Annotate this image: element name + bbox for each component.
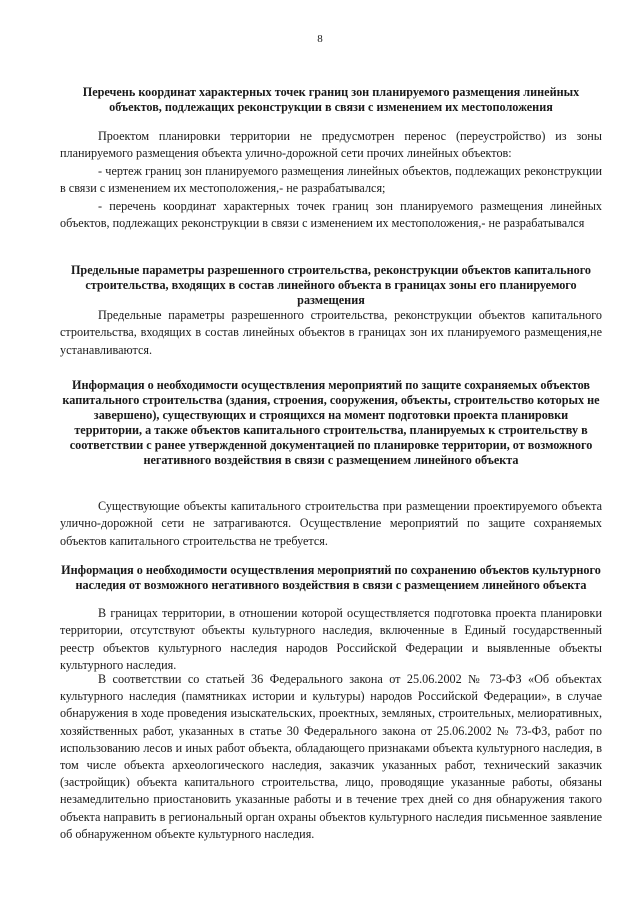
paragraph: Проектом планировки территории не предусмотрен перенос (переустройство) из зоны планируемого размещения объекта улично-дорожной сети прочих линейных объектов:	[60, 129, 602, 161]
paragraph: В соответствии со статьей 36 Федерального закона от 25.06.2002 № 73-ФЗ «Об объектах культурного наследия (памятниках истории и культуры) народов Российской Федерации», в случае обнаружения в ходе проведения изыскательских, проектных, земляных, строительных, мелиоративных, хозяйственных работ, указанных в статье 30 Федерального закона от 25.06.2002 № 73-ФЗ, работ по использованию лесов и иных работ объекта, обладающего признаками объекта культурного наследия, в том числе объекта археологического наследия, заказчик указанных работ, технический заказчик (застройщик) объекта капитального строительства, лицо, проводящие указанные работы, обязаны незамедлительно приостановить указанные работы и в течение трех дней со дня обнаружения такого объекта направить в региональный орган охраны объектов культурного наследия письменное заявление об обнаруженном объекте культурного наследия.	[60, 672, 602, 841]
section-body-protection	[60, 498, 602, 550]
section-heading-coordinates: Перечень координат характерных точек границ зон планируемого размещения линейных объектов, подлежащих реконструкции в связи с изменением их местоположения	[82, 85, 580, 114]
page-number: 8	[317, 33, 323, 45]
section-body-cultural-heritage-law	[60, 671, 602, 843]
paragraph: Предельные параметры разрешенного строительства, реконструкции объектов капитального строительства, входящих в состав линейных объектов в границах зон их планируемого размещения,не устанавливаются.	[60, 308, 602, 357]
section-heading-protection: Информация о необходимости осуществления мероприятий по защите сохраняемых объектов капитального строительства (здания, строения, сооружения, объекты, строительство которых не завершено), существующих и строящихся на момент подготовки проекта планировки территории, а также объектов капитального строительства, планируемых к строительству в соответствии с ранее утвержденной документацией по планировке территории, от возможного негативного воздействия в связи с размещением линейного объекта	[62, 378, 600, 467]
section-heading-parameters: Предельные параметры разрешенного строительства, реконструкции объектов капитального строительства, входящих в состав линейного объекта в границах зоны его планируемого размещения	[70, 263, 592, 307]
section-body-coordinates	[60, 128, 602, 232]
section-body-cultural-heritage	[60, 605, 602, 675]
paragraph: Существующие объекты капитального строительства при размещении проектируемого объекта улично-дорожной сети не затрагиваются. Осуществление мероприятий по защите сохраняемых объектов капитального строительства не требуется.	[60, 499, 602, 548]
paragraph: В границах территории, в отношении которой осуществляется подготовка проекта планировки территории, отсутствуют объекты культурного наследия, включенные в Единый государственный реестр объектов культурного наследия народов Российской Федерации и выявленные объекты культурного наследия.	[60, 606, 602, 673]
section-body-parameters	[60, 307, 602, 359]
bullet-item: - чертеж границ зон планируемого размещения линейных объектов, подлежащих реконструкции в связи с изменением их местоположения,- не разрабатывался;	[60, 163, 602, 196]
bullet-item: - перечень координат характерных точек границ зон планируемого размещения линейных объектов, подлежащих реконструкции в связи с изменением их местоположения,- не разрабатывался	[60, 198, 602, 231]
section-heading-cultural-heritage: Информация о необходимости осуществления мероприятий по сохранению объектов культурного наследия от возможного негативного воздействия в связи с размещением линейного объекта	[61, 563, 601, 592]
